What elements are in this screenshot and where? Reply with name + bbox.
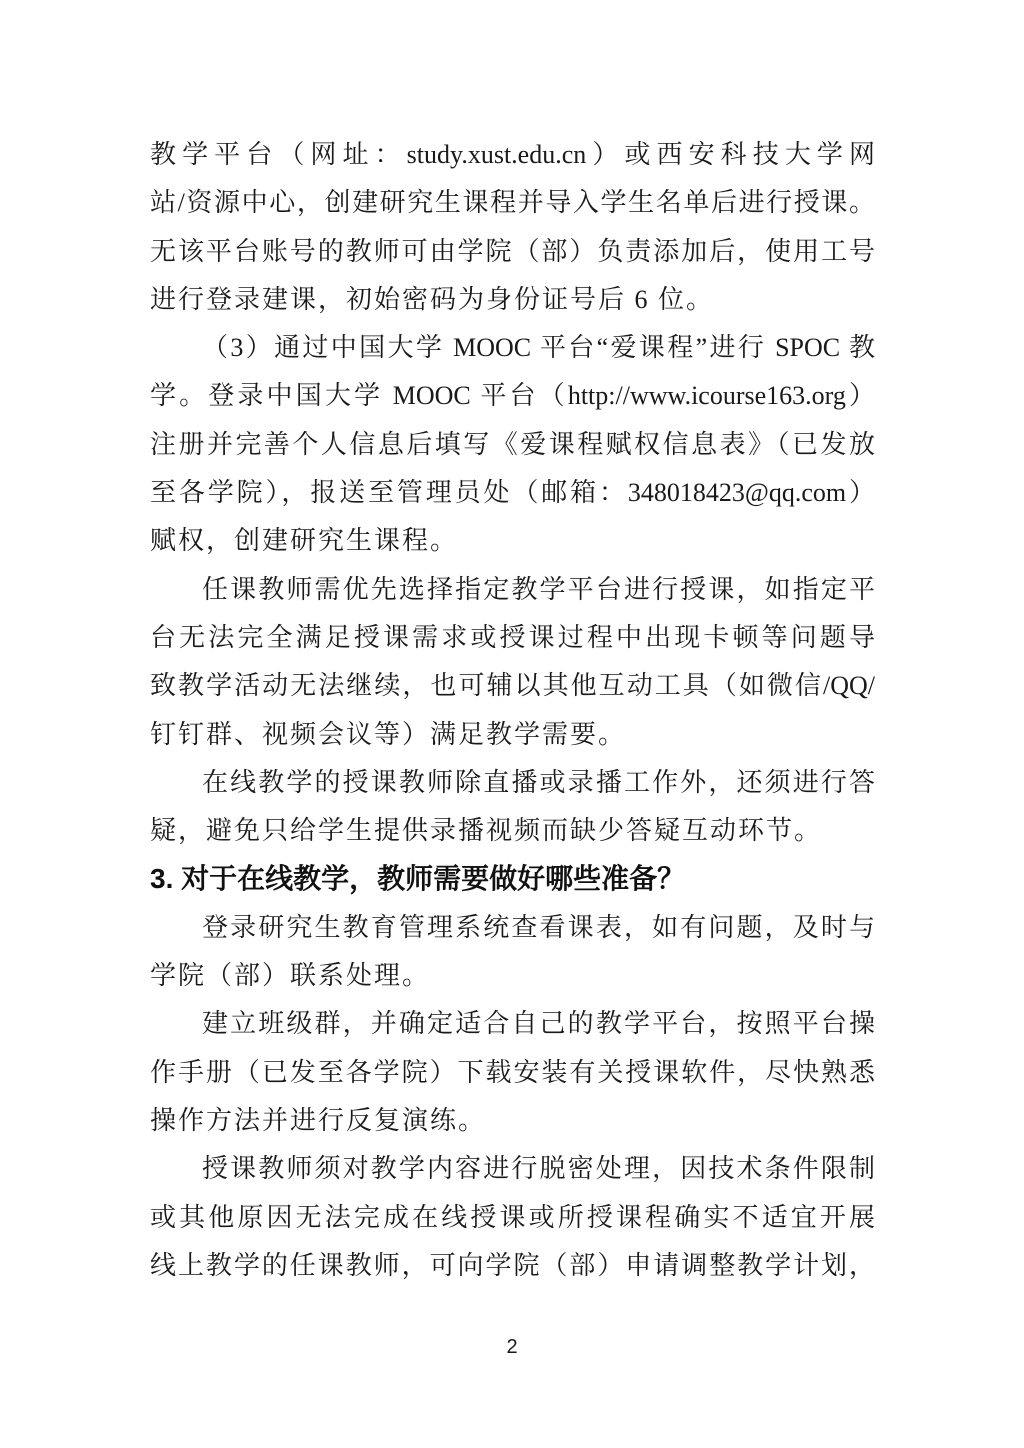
document-body <box>150 131 875 1290</box>
body-line: 作手册（已发至各学院）下载安装有关授课软件，尽快熟悉 <box>150 1057 875 1087</box>
body-line: 钉钉群、视频会议等）满足教学需要。 <box>150 719 627 749</box>
body-line: 教学平台（网址：study.xust.edu.cn）或西安科技大学网 <box>150 140 875 169</box>
section-heading-3: 3. 对于在线教学，教师需要做好哪些准备？ <box>150 863 686 895</box>
body-line: 登录研究生教育管理系统查看课表，如有问题，及时与 <box>202 912 875 942</box>
body-line: 建立班级群，并确定适合自己的教学平台，按照平台操 <box>202 1009 875 1039</box>
body-line: （3）通过中国大学 MOOC 平台“爱课程”进行 SPOC 教 <box>202 333 875 363</box>
body-line: 在线教学的授课教师除直播或录播工作外，还须进行答 <box>202 767 875 797</box>
body-line: 学。登录中国大学 MOOC 平台（http://www.icourse163.org） <box>150 381 875 411</box>
body-line: 任课教师需优先选择指定教学平台进行授课，如指定平 <box>202 574 875 604</box>
body-line: 至各学院），报送至管理员处（邮箱：348018423@qq.com） <box>150 478 875 508</box>
body-line: 台无法完全满足授课需求或授课过程中出现卡顿等问题导 <box>150 622 875 652</box>
body-line: 进行登录建课，初始密码为身份证号后 6 位。 <box>150 284 715 314</box>
page-number: 2 <box>506 1336 518 1358</box>
body-line: 疑，避免只给学生提供录播视频而缺少答疑互动环节。 <box>150 816 823 846</box>
body-line: 致教学活动无法继续，也可辅以其他互动工具（如微信/QQ/ <box>150 671 875 701</box>
body-line: 线上教学的任课教师，可向学院（部）申请调整教学计划， <box>150 1250 875 1280</box>
body-line: 操作方法并进行反复演练。 <box>150 1105 487 1135</box>
body-line: 学院（部）联系处理。 <box>150 961 431 991</box>
body-line: 注册并完善个人信息后填写《爱课程赋权信息表》（已发放 <box>150 429 875 459</box>
body-line: 无该平台账号的教师可由学院（部）负责添加后，使用工号 <box>150 236 875 266</box>
body-line: 赋权，创建研究生课程。 <box>150 526 459 556</box>
body-line: 站/资源中心，创建研究生课程并导入学生名单后进行授课。 <box>150 188 875 218</box>
body-line: 授课教师须对教学内容进行脱密处理，因技术条件限制 <box>202 1154 875 1184</box>
body-line: 或其他原因无法完成在线授课或所授课程确实不适宜开展 <box>150 1202 875 1232</box>
